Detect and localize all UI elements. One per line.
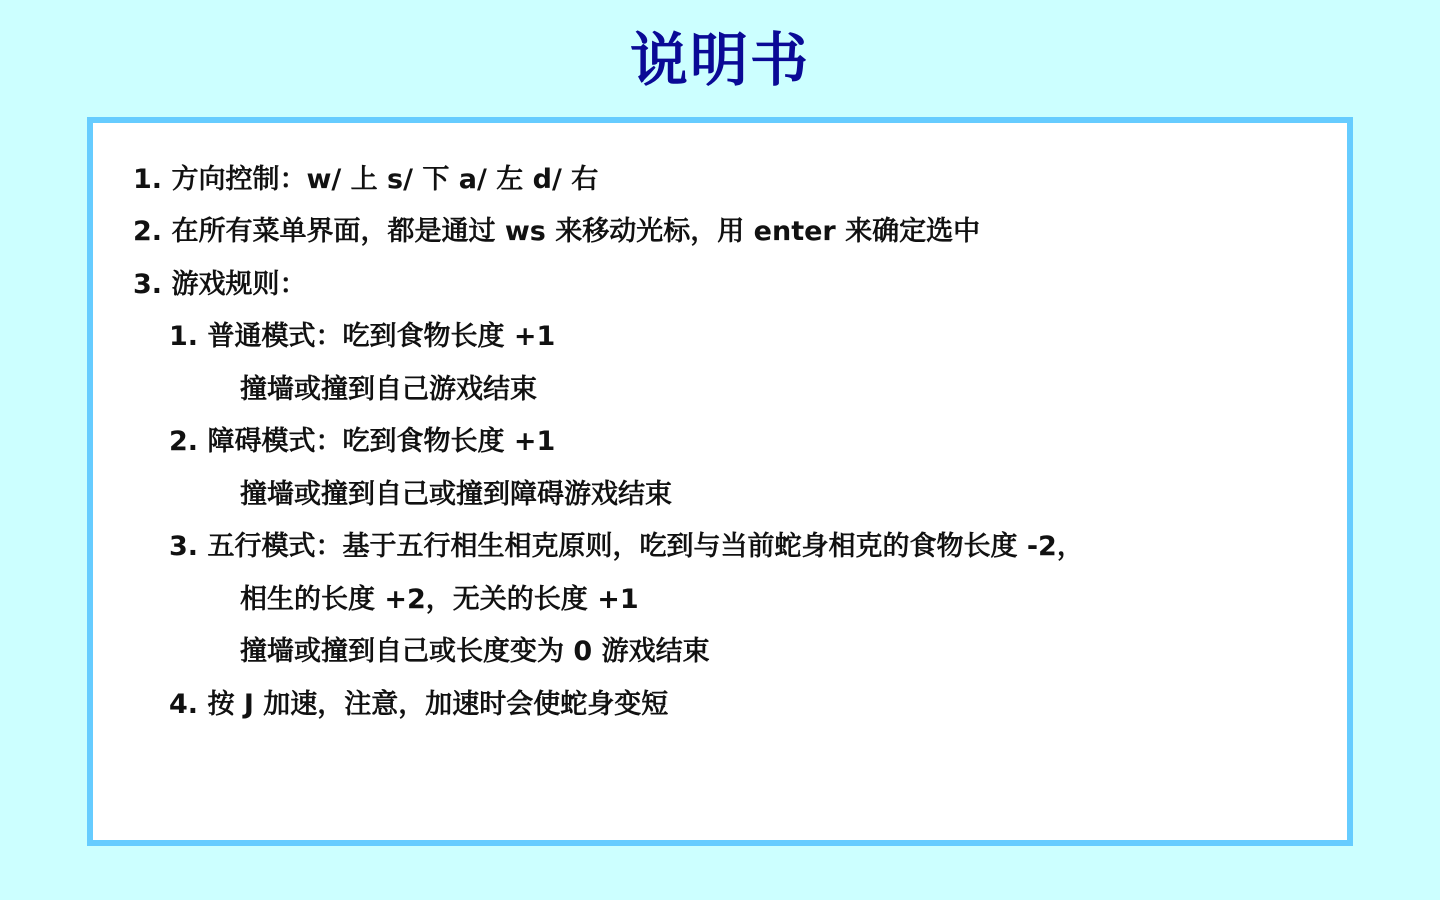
page-title: 说明书 <box>629 26 810 94</box>
rule-normal-mode-end: 撞墙或撞到自己游戏结束 <box>240 374 537 405</box>
rule-speedup: 4. 按 J 加速，注意，加速时会使蛇身变短 <box>169 689 669 720</box>
instruction-game-rules-heading: 3. 游戏规则： <box>133 269 307 300</box>
instruction-direction-controls: 1. 方向控制：w/ 上 s/ 下 a/ 左 d/ 右 <box>133 164 599 195</box>
instruction-menu-navigation: 2. 在所有菜单界面，都是通过 ws 来移动光标，用 enter 来确定选中 <box>133 216 981 247</box>
rule-obstacle-mode-end: 撞墙或撞到自己或撞到障碍游戏结束 <box>240 479 672 510</box>
instructions-panel <box>87 117 1353 846</box>
rule-wuxing-mode-growth: 相生的长度 +2，无关的长度 +1 <box>240 584 639 615</box>
rule-obstacle-mode: 2. 障碍模式：吃到食物长度 +1 <box>169 426 556 457</box>
rule-wuxing-mode: 3. 五行模式：基于五行相生相克原则，吃到与当前蛇身相克的食物长度 -2， <box>169 531 1084 562</box>
rule-wuxing-mode-end: 撞墙或撞到自己或长度变为 0 游戏结束 <box>240 636 710 667</box>
rule-normal-mode: 1. 普通模式：吃到食物长度 +1 <box>169 321 556 352</box>
